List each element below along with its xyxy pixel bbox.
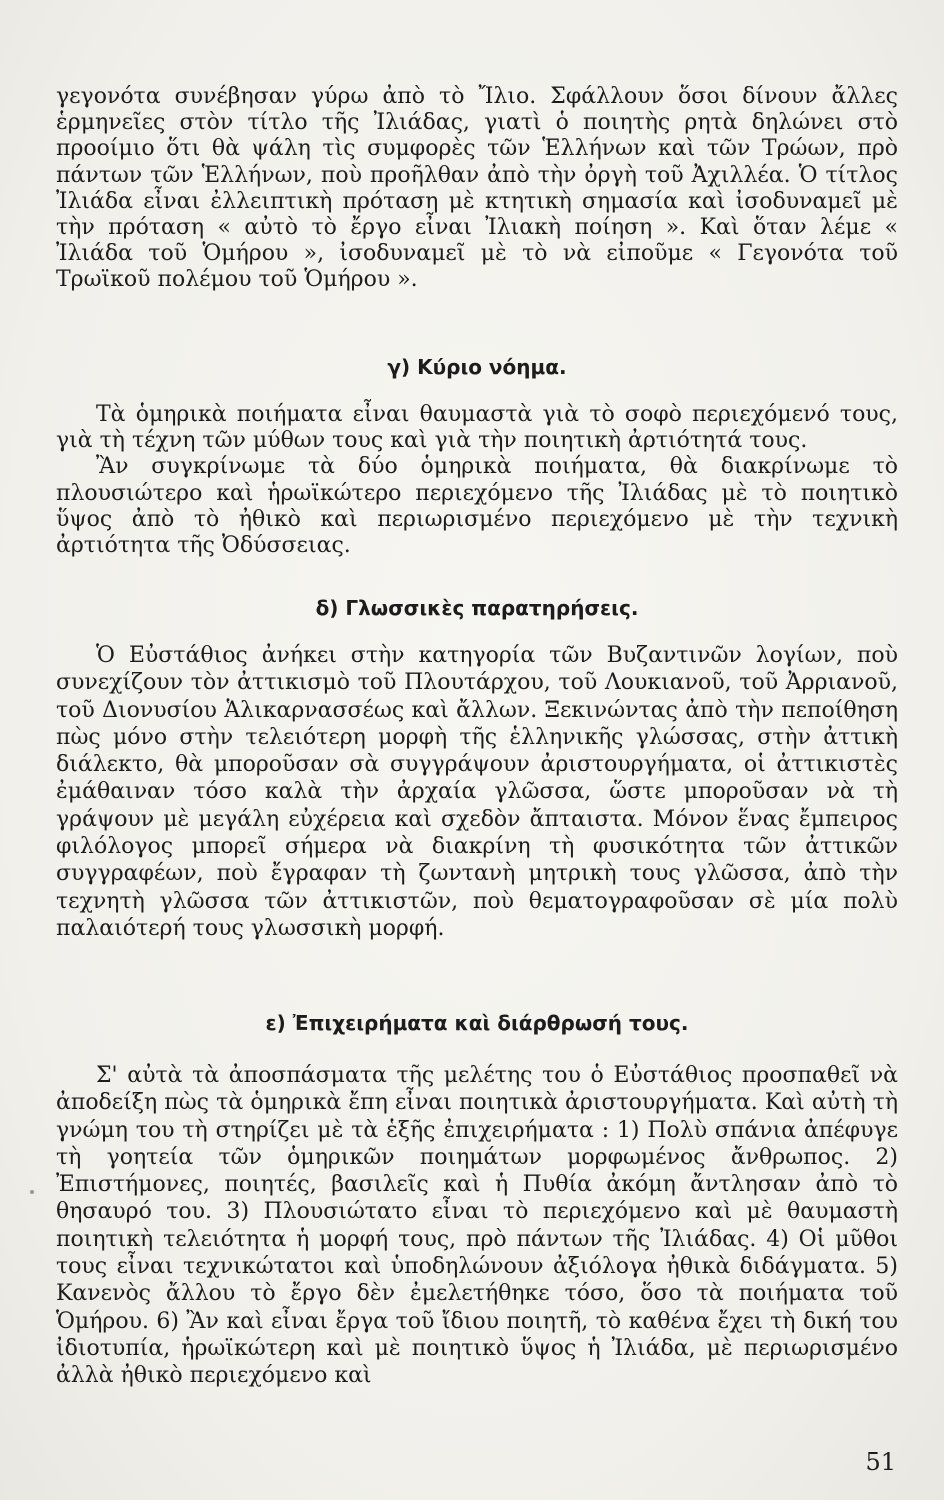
intro-paragraph: γεγονότα συνέβησαν γύρω ἀπὸ τὸ Ἴλιο. Σφάλλουν ὅσοι δίνουν ἄλλες ἑρμηνεῖες στὸν τίτλο τῆς Ἰλιάδας, γιατὶ ὁ ποιητὴς ρητὰ δηλώνει στὸ προοίμιο ὅτι θὰ ψάλη τὶς συμφορὲς τῶν Ἑλλήνων καὶ τῶν Τρώων, πρὸ πάντων τῶν Ἑλλήνων, ποὺ προῆλθαν ἀπὸ τὴν ὀργὴ τοῦ Ἀχιλλέα. Ὁ τίτλος Ἰλιάδα εἶναι ἐλλειπτικὴ πρόταση μὲ κτητικὴ σημασία καὶ ἰσοδυναμεῖ μὲ τὴν πρόταση « αὐτὸ τὸ ἔργο εἶναι Ἰλιακὴ ποίηση ». Καὶ ὅταν λέμε « Ἰλιάδα τοῦ Ὁμήρου », ἰσοδυναμεῖ μὲ τὸ νὰ εἰποῦμε « Γεγονότα τοῦ Τρωϊκοῦ πολέμου τοῦ Ὁμήρου ». bbox=[56, 84, 898, 293]
section-g-heading-block bbox=[56, 355, 898, 395]
page-number: 51 bbox=[865, 1448, 896, 1476]
section-d-paragraph: Ὁ Εὐστάθιος ἀνήκει στὴν κατηγορία τῶν Βυζαντινῶν λογίων, ποὺ συνεχίζουν τὸν ἀττικισμὸ τοῦ Πλουτάρχου, τοῦ Λουκιανοῦ, τοῦ Ἀρριανοῦ, τοῦ Διονυσίου Ἁλικαρνασσέως καὶ ἄλλων. Ξεκινώντας ἀπὸ τὴν πεποίθηση πὼς μόνο στὴν τελειότερη μορφὴ τῆς ἑλληνικῆς γλώσσας, στὴν ἀττικὴ διάλεκτο, θὰ μποροῦσαν σὰ συγγράψουν ἀριστουργήματα, οἱ ἀττικιστὲς ἐμάθαιναν τόσο καλὰ τὴν ἀρχαία γλῶσσα, ὥστε μποροῦσαν νὰ τὴ γράψουν μὲ μεγάλη εὐχέρεια καὶ σχεδὸν ἄπταιστα. Μόνον ἕνας ἔμπειρος φιλόλογος μπορεῖ σήμερα νὰ διακρίνη τὴ φυσικότητα τῶν ἀττικῶν συγγραφέων, ποὺ ἔγραφαν τὴ ζωντανὴ μητρικὴ τους γλῶσσα, ἀπὸ τὴν τεχνητὴ γλῶσσα τῶν ἀττικιστῶν, ποὺ θεματογραφοῦσαν σὲ μία πολὺ παλαιότερή τους γλωσσικὴ μορφή. bbox=[56, 643, 898, 941]
section-d-text-block bbox=[56, 642, 898, 942]
section-heading-epixeirimata: ε) Ἐπιχειρήματα καὶ διάρθρωσή τους. bbox=[265, 1011, 689, 1035]
section-heading-glossikes-paratiriseis: δ) Γλωσσικὲς παρατηρήσεις. bbox=[315, 596, 639, 620]
paper-speck bbox=[30, 1190, 34, 1194]
section-g-paragraph-2: Ἂν συγκρίνωμε τὰ δύο ὁμηρικὰ ποιήματα, θὰ διακρίνωμε τὸ πλουσιώτερο καὶ ἡρωϊκώτερο περιεχόμενο τῆς Ἰλιάδας μὲ τὸ ποιητικὸ ὕψος ἀπὸ τὸ ἠθικὸ καὶ περιωρισμένο περιεχόμενο μὲ τὴν τεχνικὴ ἀρτιότητα τῆς Ὀδύσσειας. bbox=[56, 454, 898, 559]
section-heading-kyrio-noima: γ) Κύριο νόημα. bbox=[387, 355, 567, 379]
section-d-heading-block bbox=[56, 596, 898, 636]
section-g-text-block bbox=[56, 402, 898, 559]
section-g-paragraph-1: Τὰ ὁμηρικὰ ποιήματα εἶναι θαυμαστὰ γιὰ τὸ σοφὸ περιεχόμενό τους, γιὰ τὴ τέχνη τῶν μύθων τους καὶ γιὰ τὴν ποιητικὴ ἀρτιότητά τους. bbox=[56, 402, 898, 454]
section-e-paragraph: Σ' αὐτὰ τὰ ἀποσπάσματα τῆς μελέτης του ὁ Εὐστάθιος προσπαθεῖ νὰ ἀποδείξη πὼς τὰ ὁμηρικὰ ἔπη εἶναι ποιητικὰ ἀριστουργήματα. Καὶ αὐτὴ τὴ γνώμη του τὴ στηρίζει μὲ τὰ ἑξῆς ἐπιχειρήματα : 1) Πολὺ σπάνια ἀπέφυγε τὴ γοητεία τῶν ὁμηρικῶν ποιημάτων μορφωμένος ἄνθρωπος. 2) Ἐπιστήμονες, ποιητές, βασιλεῖς καὶ ἡ Πυθία ἀκόμη ἄντλησαν ἀπὸ τὸ θησαυρό του. 3) Πλουσιώτατο εἶναι τὸ περιεχόμενο καὶ μὲ θαυμαστὴ ποιητικὴ τελειότητα ἡ μορφή τους, πρὸ πάντων τῆς Ἰλιάδας. 4) Οἱ μῦθοι τους εἶναι τεχνικώτατοι καὶ ὑποδηλώνουν ἀξιόλογα ἠθικὰ διδάγματα. 5) Κανενὸς ἄλλου τὸ ἔργο δὲν ἐμελετήθηκε τόσο, ὅσο τὰ ποιήματα τοῦ Ὁμήρου. 6) Ἂν καὶ εἶναι ἔργα τοῦ ἴδιου ποιητῆ, τὸ καθένα ἔχει τὴ δική του ἰδιοτυπία, ἡρωϊκώτερη καὶ μὲ ποιητικὸ ὕψος ἡ Ἰλιάδα, μὲ περιωρισμένο ἀλλὰ ἠθικὸ περιεχόμενο καὶ bbox=[56, 1063, 898, 1389]
intro-text-block bbox=[56, 84, 898, 294]
section-e-text-block bbox=[56, 1062, 898, 1390]
section-e-heading-block bbox=[56, 1011, 898, 1051]
